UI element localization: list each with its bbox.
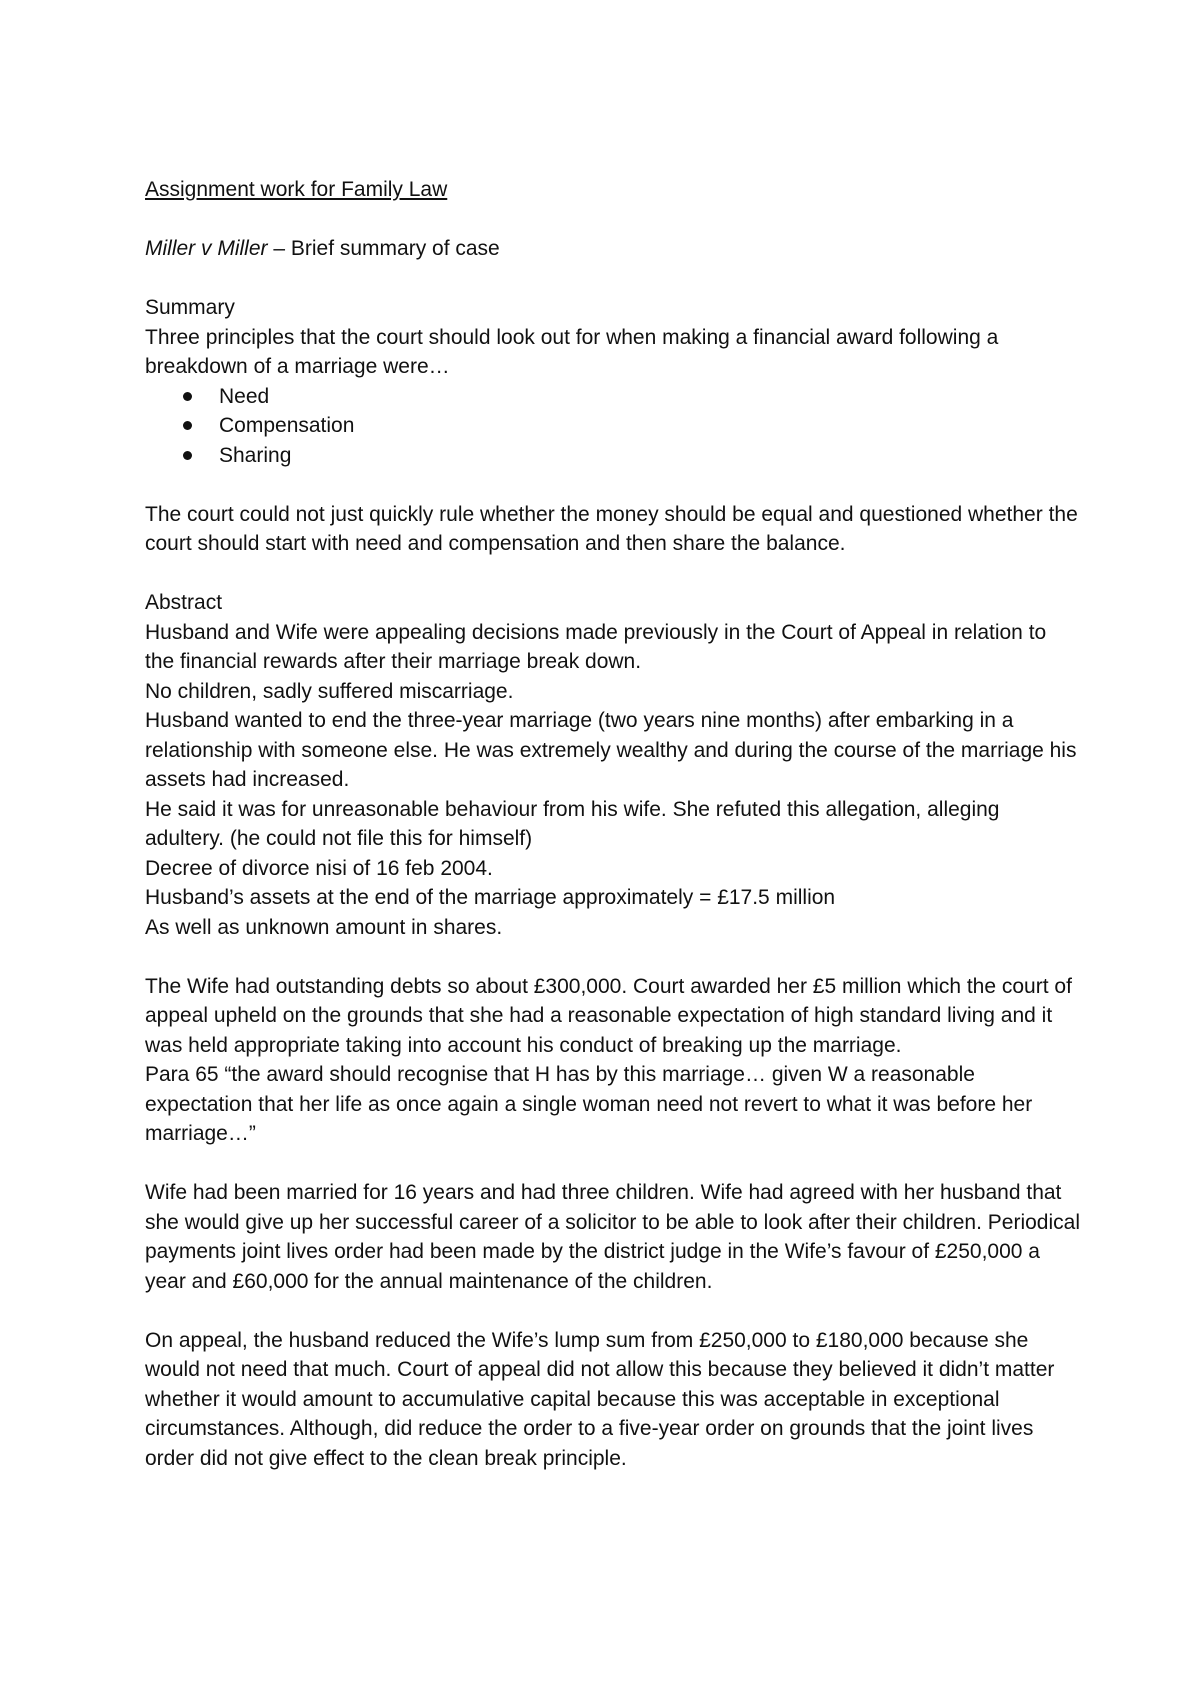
bullet-icon	[183, 421, 192, 430]
case-name: Miller v Miller	[145, 237, 268, 260]
appeal-paragraph: On appeal, the husband reduced the Wife’s lump sum from £250,000 to £180,000 because she would not need that much. Court of appeal did not allow this because they believed it didn’t matter whether it would amount to accumulative capital because this was acceptable in exceptional circumstances. Although, did reduce the order to a five-year order on grounds that the joint lives order did not give effect to the clean break principle.	[145, 1328, 1055, 1470]
list-item-label: Need	[219, 384, 270, 408]
abstract-line: He said it was for unreasonable behaviour from his wife. She refuted this allegation, alleging adultery. (he could not file this for himself)	[145, 797, 1000, 850]
spacer	[145, 264, 1080, 294]
document-body	[145, 175, 1080, 1473]
wife-debts-paragraph: The Wife had outstanding debts so about £300,000. Court awarded her £5 million which the court of appeal upheld on the grounds that she had a reasonable expectation of high standard living and it was held appropriate taking into account his conduct of breaking up the marriage.	[145, 974, 1072, 1057]
abstract-line: Husband and Wife were appealing decisions made previously in the Court of Appeal in relation to the financial rewards after their marriage break down.	[145, 620, 1047, 673]
abstract-line: Decree of divorce nisi of 16 feb 2004.	[145, 856, 493, 880]
principles-list	[145, 382, 1080, 471]
abstract-line: Husband’s assets at the end of the marriage approximately = £17.5 million	[145, 886, 836, 909]
list-item	[183, 411, 1080, 441]
list-item-label: Compensation	[219, 414, 355, 437]
summary-intro: Three principles that the court should look out for when making a financial award following a breakdown of a marriage were…	[145, 325, 999, 378]
abstract-line: As well as unknown amount in shares.	[145, 915, 503, 939]
bullet-icon	[183, 392, 192, 401]
spacer	[145, 1149, 1080, 1179]
case-line	[145, 234, 1080, 264]
list-item	[183, 441, 1080, 471]
para-65-quote: Para 65 “the award should recognise that H has by this marriage… given W a reasonable expectation that her life as once again a single woman need not revert to what it was before her marriage…”	[145, 1063, 1033, 1145]
abstract-heading: Abstract	[145, 591, 223, 614]
summary-closing: The court could not just quickly rule whether the money should be equal and questioned whether the court should start with need and compensation and then share the balance.	[145, 502, 1078, 555]
spacer	[145, 559, 1080, 589]
spacer	[145, 205, 1080, 235]
summary-heading: Summary	[145, 296, 235, 319]
document-title: Assignment work for Family Law	[145, 178, 448, 201]
abstract-line: Husband wanted to end the three-year marriage (two years nine months) after embarking in a relationship with someone else. He was extremely wealthy and during the course of the marriage his assets had increased.	[145, 709, 1077, 791]
list-item	[183, 382, 1080, 412]
spacer	[145, 1296, 1080, 1326]
second-case-paragraph: Wife had been married for 16 years and had three children. Wife had agreed with her husband that she would give up her successful career of a solicitor to be able to look after their children. Periodical payments joint lives order had been made by the district judge in the Wife’s favour of £250,000 a year and £60,000 for the annual maintenance of the children.	[145, 1181, 1080, 1293]
list-item-label: Sharing	[219, 443, 292, 467]
spacer	[145, 470, 1080, 500]
abstract-line: No children, sadly suffered miscarriage.	[145, 679, 514, 703]
bullet-icon	[183, 451, 192, 460]
case-line-rest: – Brief summary of case	[267, 237, 500, 260]
spacer	[145, 942, 1080, 972]
